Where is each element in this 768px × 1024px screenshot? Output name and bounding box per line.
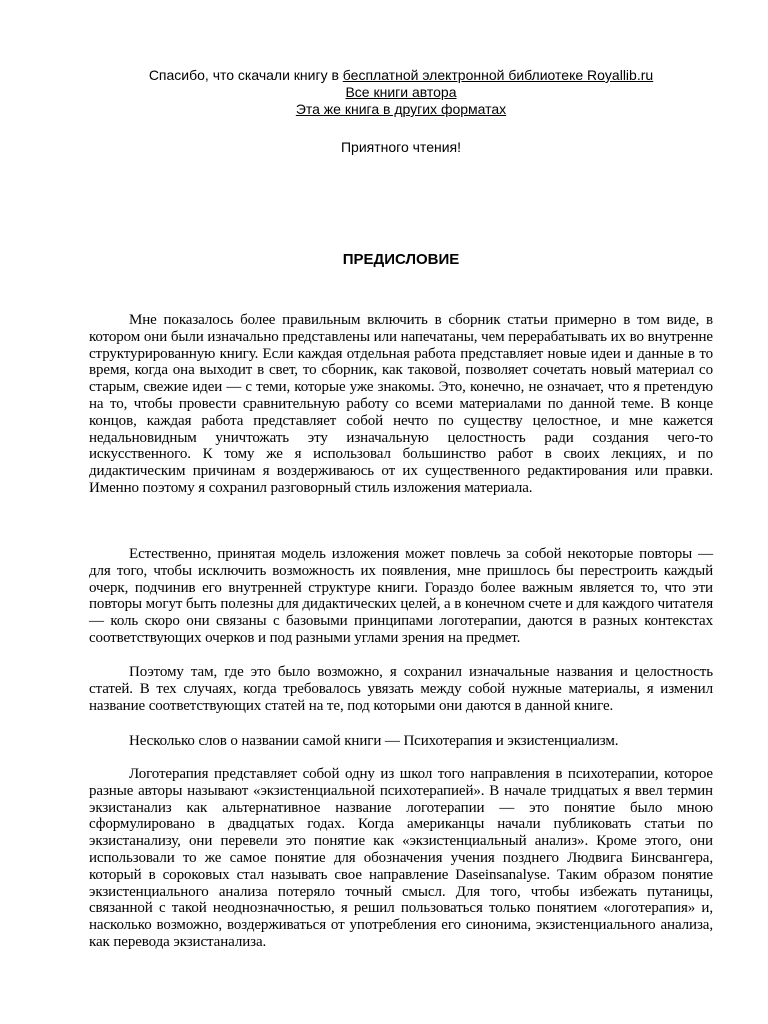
other-formats-line <box>0 101 768 118</box>
paragraph: Логотерапия представляет собой одну из школ того направления в психотерапии, которое разные авторы называют «экзистенциальной психотерапией». В начале тридцатых я ввел термин экзистанализ как альтернативное название логотерапии — это понятие было мною сформулировано в двадцатых годах. Когда американцы начали публиковать статьи по экзистанализу, они перевели это понятие как «экзистенциальный анализ». Кроме этого, они использовали то же самое понятие для обозначения учения позднего Людвига Бинсвангера, который в сороковых стал называть свое направление Daseinsanalyse. Таким образом понятие экзистенциального анализа потеряло точный смысл. Для того, чтобы избежать путаницы, связанной с такой неоднозначностью, я решил пользоваться только понятием «логотерапия» и, насколько возможно, воздерживаться от употребления его синонима, экзистенциального анализа, как перевода экзистанализа. <box>89 766 713 950</box>
library-link[interactable]: бесплатной электронной библиотеке Royallib.ru <box>342 67 654 83</box>
greeting-text: Приятного чтения! <box>340 139 461 155</box>
paragraph: Поэтому там, где это было возможно, я сохранил изначальные названия и целостность статей. В тех случаях, когда требовалось увязать между собой нужные материалы, я изменил название соответствующих статей на те, под которыми они даются в данной книге. <box>89 664 713 714</box>
download-header <box>0 67 768 156</box>
chapter-title: ПРЕДИСЛОВИЕ <box>342 251 460 268</box>
other-formats-link[interactable]: Эта же книга в других форматах <box>295 101 507 117</box>
thanks-text: Спасибо, что скачали книгу в <box>148 67 343 83</box>
paragraph: Естественно, принятая модель изложения может повлечь за собой некоторые повторы — для того, чтобы исключить возможность их появления, мне пришлось бы перестроить каждый очерк, подчинив его внутренней структуре книги. Гораздо более важным является то, что эти повторы могут быть полезны для дидактических целей, а в конечном счете и для каждого читателя — коль скоро они связаны с базовыми принципами логотерапии, даются в разных контекстах соответствующих очерков и под разными углами зрения на предмет. <box>89 546 713 646</box>
author-books-line <box>0 84 768 101</box>
paragraph: Несколько слов о названии самой книги — Психотерапия и экзистенциализм. <box>129 733 619 749</box>
author-books-link[interactable]: Все книги автора <box>345 84 457 100</box>
thanks-line <box>0 67 768 84</box>
paragraph: Мне показалось более правильным включить в сборник статьи примерно в том виде, в котором они были изначально представлены или напечатаны, чем перерабатывать их во внутренне структурированную книгу. Если каждая отдельная работа представляет новые идеи и данные в то время, когда она выходит в свет, то сборник, как таковой, позволяет сочетать новый материал со старым, свежие идеи — с теми, которые уже знакомы. Это, конечно, не означает, что я претендую на то, чтобы провести сравнительную работу со всеми материалами по данной теме. В конце концов, каждая работа представляет собой нечто по существу целостное, и мне кажется недальновидным уничтожать эту изначальную целостность ради создания чего-то искусственного. К тому же я использовал большинство работ в своих лекциях, и по дидактическим причинам я воздерживаюсь от их существенного редактирования или правки. Именно поэтому я сохранил разговорный стиль изложения материала. <box>89 312 713 496</box>
